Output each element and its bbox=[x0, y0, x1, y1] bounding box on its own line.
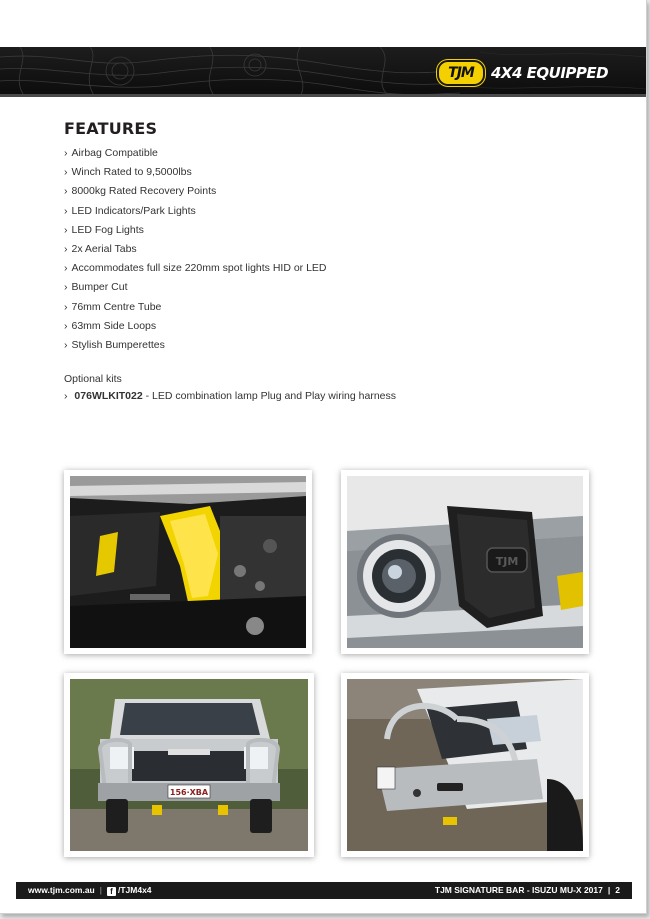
features-heading: FEATURES bbox=[64, 119, 158, 138]
header-divider bbox=[0, 94, 646, 97]
optional-kits-heading: Optional kits bbox=[64, 373, 122, 385]
page-number: 2 bbox=[615, 885, 620, 895]
bracket-photo-image bbox=[70, 476, 306, 648]
bull-bar-photo-image bbox=[347, 679, 583, 851]
feature-item: › 76mm Centre Tube bbox=[64, 298, 604, 317]
photo-bull-bar-angle bbox=[341, 673, 589, 857]
website-link[interactable]: www.tjm.com.au bbox=[28, 885, 95, 895]
feature-item: › 8000kg Rated Recovery Points bbox=[64, 182, 604, 201]
logo-tagline: 4X4 EQUIPPED bbox=[491, 64, 609, 82]
photo-fog-light bbox=[341, 470, 589, 654]
feature-item: › Airbag Compatible bbox=[64, 144, 604, 163]
social-handle-link[interactable]: /TJM4x4 bbox=[117, 885, 152, 895]
feature-item: › Bumper Cut bbox=[64, 278, 604, 297]
optional-kit-item bbox=[64, 390, 396, 402]
kit-code: 076WLKIT022 bbox=[74, 390, 143, 402]
kit-description: - LED combination lamp Plug and Play wiring harness bbox=[142, 390, 396, 402]
footer-links bbox=[28, 885, 152, 896]
feature-item: › Stylish Bumperettes bbox=[64, 336, 604, 355]
document-title: TJM SIGNATURE BAR - ISUZU MU-X 2017 bbox=[434, 885, 603, 895]
logo-badge: TJM bbox=[437, 60, 485, 86]
footer-bar bbox=[16, 882, 632, 899]
fog-light-photo-image bbox=[347, 476, 583, 648]
feature-item: › LED Indicators/Park Lights bbox=[64, 202, 604, 221]
feature-item: › 63mm Side Loops bbox=[64, 317, 604, 336]
feature-item: › LED Fog Lights bbox=[64, 221, 604, 240]
features-list bbox=[64, 144, 604, 355]
facebook-icon: f bbox=[107, 887, 116, 896]
photo-mounting-bracket bbox=[64, 470, 312, 654]
footer-separator: | bbox=[607, 885, 611, 895]
header-band bbox=[0, 47, 646, 97]
brand-logo bbox=[437, 60, 608, 86]
features-section bbox=[64, 119, 604, 355]
vehicle-front-photo-image bbox=[70, 679, 308, 851]
feature-item: › 2x Aerial Tabs bbox=[64, 240, 604, 259]
license-plate-text: 156·XBA bbox=[169, 788, 209, 797]
feature-item: › Accommodates full size 220mm spot lights HID or LED bbox=[64, 259, 604, 278]
footer-separator: | bbox=[99, 885, 102, 895]
photo-vehicle-front bbox=[64, 673, 314, 857]
feature-item: › Winch Rated to 9,5000lbs bbox=[64, 163, 604, 182]
bumper-badge-text: TJM bbox=[495, 555, 519, 568]
footer-doc-info bbox=[435, 885, 620, 895]
